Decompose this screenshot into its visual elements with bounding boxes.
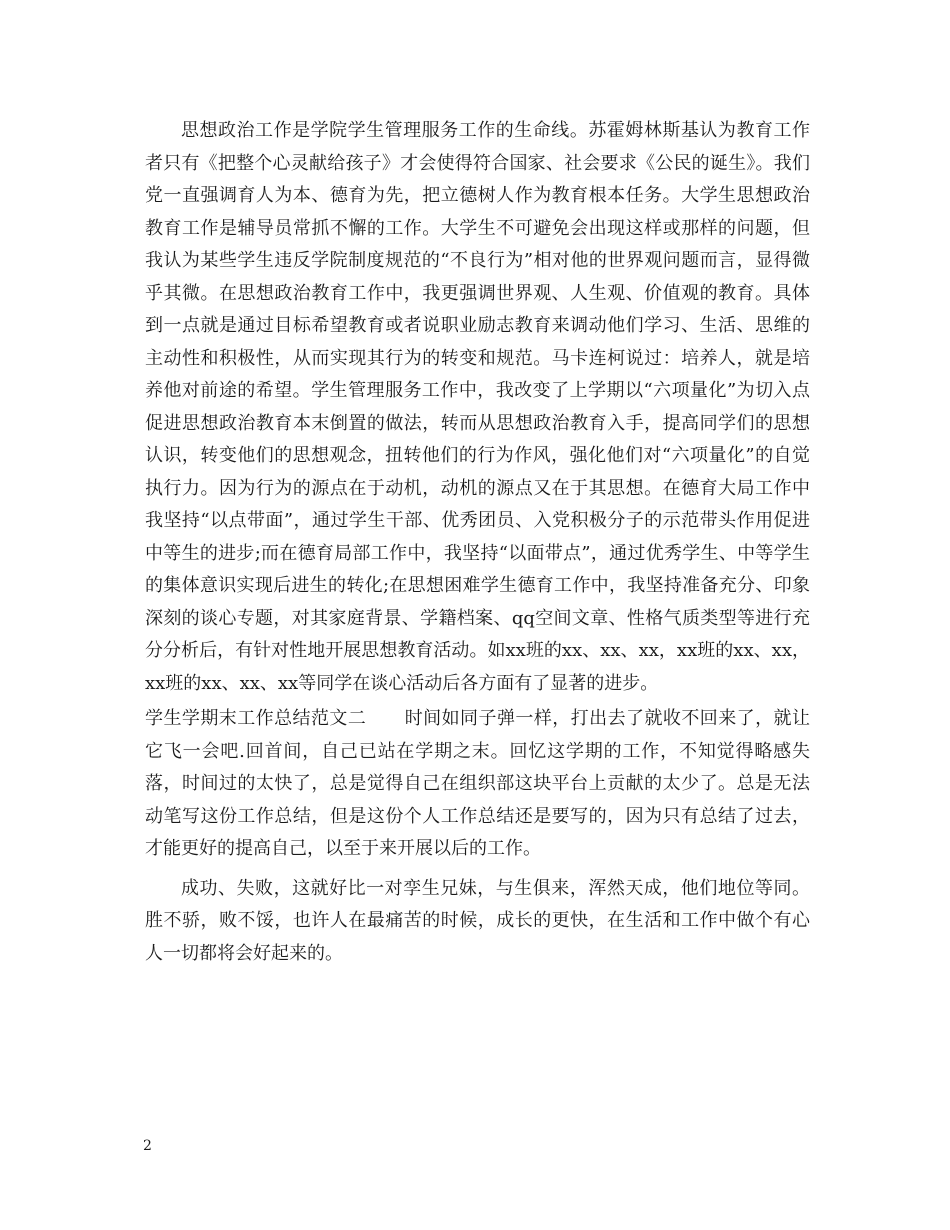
- section-two-paragraph: [145, 703, 810, 866]
- paragraph-success-failure: 成功、失败，这就好比一对孪生兄妹，与生俱来，浑然天成，他们地位等同。胜不骄，败不馁，也许人在最痛苦的时候，成长的更快，在生活和工作中做个有心人一切都将会好起来的。: [145, 877, 810, 964]
- document-body: [145, 115, 810, 970]
- page-number: 2: [143, 1138, 152, 1154]
- paragraph-time-reflection: 时间如同子弹一样，打出去了就收不回来了，就让它飞一会吧.回首间，自己已站在学期之末。回忆这学期的工作，不知觉得略感失落，时间过的太快了，总是觉得自己在组织部这块平台上贡献的太少了。总是无法动笔写这份工作总结，但是这份个人工作总结还是要写的，因为只有总结了过去，才能更好的提高自己，以至于来开展以后的工作。: [145, 708, 811, 859]
- section-title: 学生学期末工作总结范文二: [145, 708, 367, 729]
- paragraph-ideological-work: 思想政治工作是学院学生管理服务工作的生命线。苏霍姆林斯基认为教育工作者只有《把整个心灵献给孩子》才会使得符合国家、社会要求《公民的诞生》。我们党一直强调育人为本、德育为先，把立德树人作为教育根本任务。大学生思想政治教育工作是辅导员常抓不懈的工作。大学生不可避免会出现这样或那样的问题，但我认为某些学生违反学院制度规范的“不良行为”相对他的世界观问题而言，显得微乎其微。在思想政治教育工作中，我更强调世界观、人生观、价值观的教育。具体到一点就是通过目标希望教育或者说职业励志教育来调动他们学习、生活、思维的主动性和积极性，从而实现其行为的转变和规范。马卡连柯说过：培养人，就是培养他对前途的希望。学生管理服务工作中，我改变了上学期以“六项量化”为切入点促进思想政治教育本末倒置的做法，转而从思想政治教育入手，提高同学们的思想认识，转变他们的思想观念，扭转他们的行为作风，强化他们对“六项量化”的自觉执行力。因为行为的源点在于动机，动机的源点又在于其思想。在德育大局工作中我坚持“以点带面”，通过学生干部、优秀团员、入党积极分子的示范带头作用促进中等生的进步;而在德育局部工作中，我坚持“以面带点”，通过优秀学生、中等学生的集体意识实现后进生的转化;在思想困难学生德育工作中，我坚持准备充分、印象深刻的谈心专题，对其家庭背景、学籍档案、qq空间文章、性格气质类型等进行充分分析后，有针对性地开展思想教育活动。如xx班的xx、xx、xx，xx班的xx、xx，xx班的xx、xx、xx等同学在谈心活动后各方面有了显著的进步。: [145, 120, 810, 694]
